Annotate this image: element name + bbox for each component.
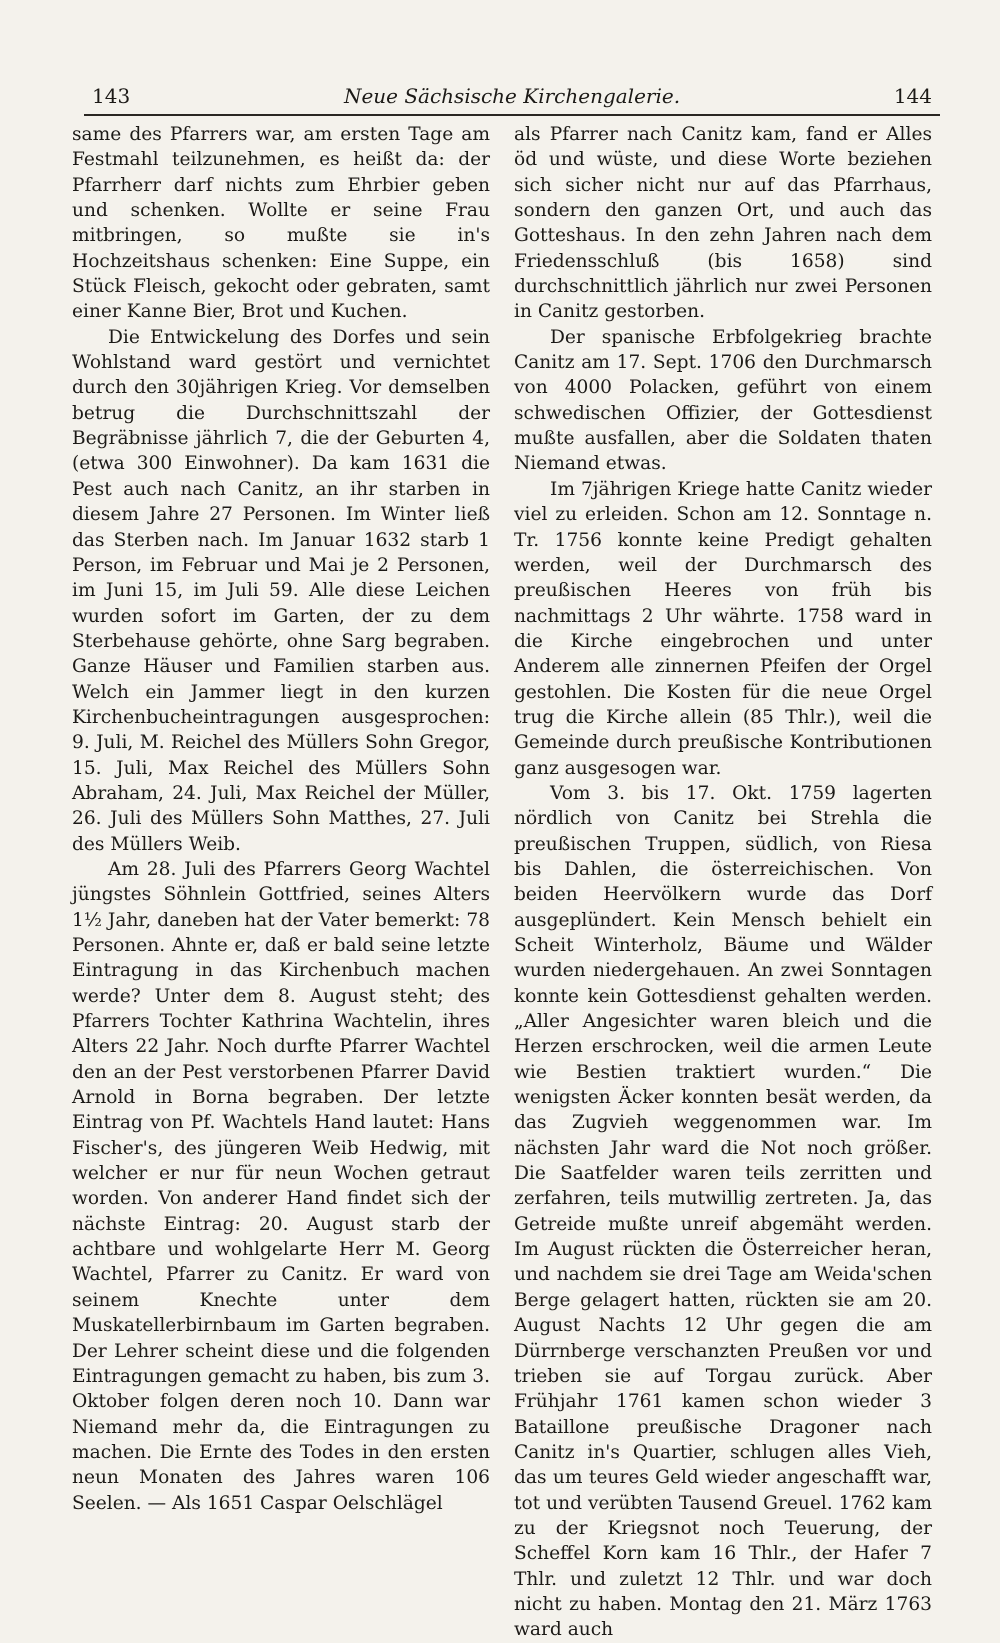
paragraph: Die Entwickelung des Dorfes und sein Wohlstand ward gestört und vernichtet durch den 30jährigen Krieg. Vor demselben betrug die Durchschnittszahl der Begräbnisse jährlich 7, die der Geburten 4, (etwa 300 Einwohner). Da kam 1631 die Pest auch nach Canitz, an ihr starben in diesem Jahre 27 Personen. Im Winter ließ das Sterben nach. Im Januar 1632 starb 1 Person, im Februar und Mai je 2 Personen, im Juni 15, im Juli 59. Alle diese Leichen wurden sofort im Garten, der zu dem Sterbehause gehörte, ohne Sarg begraben. Ganze Häuser und Familien starben aus. Welch ein Jammer liegt in den kurzen Kirchenbucheintragungen ausgesprochen: 9. Juli, M. Reichel des Müllers Sohn Gregor, 15. Juli, Max Reichel des Müllers Sohn Abraham, 24. Juli, Max Reichel der Müller, 26. Juli des Müllers Sohn Matthes, 27. Juli des Müllers Weib. (72, 326, 490, 855)
right-column (514, 122, 932, 1641)
running-title: Neue Sächsische Kirchengalerie. (343, 84, 681, 108)
header-rule (84, 114, 940, 116)
page-number-left: 143 (92, 84, 131, 108)
paragraph: Vom 3. bis 17. Okt. 1759 lagerten nördlich von Canitz bei Strehla die preußischen Truppen, südlich, von Riesa bis Dahlen, die österreichischen. Von beiden Heervölkern wurde das Dorf ausgeplündert. Kein Mensch behielt ein Scheit Winterholz, Bäume und Wälder wurden niedergehauen. An zwei Sonntagen konnte kein Gottesdienst gehalten werden. „Aller Angesichter waren bleich und die Herzen erschrocken, weil die armen Leute wie Bestien traktiert wurden.“ Die wenigsten Äcker konnten besät werden, da das Zugvieh weggenommen war. Im nächsten Jahr ward die Not noch größer. Die Saatfelder waren teils zerritten und zerfahren, teils mutwillig zertreten. Ja, das Getreide mußte unreif abgemäht werden. Im August rückten die Österreicher heran, und nachdem sie drei Tage am Weida'schen Berge gelagert hatten, rückten sie am 20. August Nachts 12 Uhr gegen die am Dürrnberge verschanzten Preußen vor und trieben sie auf Torgau zurück. Aber Frühjahr 1761 kamen schon wieder 3 Bataillone preußische Dragoner nach Canitz in's Quartier, schlugen alles Vieh, das um teures Geld wieder angeschafft war, tot und verübten Tausend Greuel. 1762 kam zu der Kriegsnot noch Teuerung, der Scheffel Korn kam 16 Thlr., der Hafer 7 Thlr. und zuletzt 12 Thlr. und war doch nicht zu haben. Montag den 21. März 1763 ward auch (514, 782, 932, 1641)
left-column (72, 122, 490, 1514)
paragraph: Am 28. Juli des Pfarrers Georg Wachtel jüngstes Söhnlein Gottfried, seines Alters 1½ Jahr, daneben hat der Vater bemerkt: 78 Personen. Ahnte er, daß er bald seine letzte Eintragung in das Kirchenbuch machen werde? Unter dem 8. August steht; des Pfarrers Tochter Kathrina Wachtelin, ihres Alters 22 Jahr. Noch durfte Pfarrer Wachtel den an der Pest verstorbenen Pfarrer David Arnold in Borna begraben. Der letzte Eintrag von Pf. Wachtels Hand lautet: Hans Fischer's, des jüngeren Weib Hedwig, mit welcher er nur für neun Wochen getraut worden. Von anderer Hand findet sich der nächste Eintrag: 20. August starb der achtbare und wohlgelarte Herr M. Georg Wachtel, Pfarrer zu Canitz. Er ward von seinem Knechte unter dem Muskatellerbirnbaum im Garten begraben. Der Lehrer scheint diese und die folgenden Eintragungen gemacht zu haben, bis zum 3. Oktober folgen deren noch 10. Dann war Niemand mehr da, die Eintragungen zu machen. Die Ernte des Todes in den ersten neun Monaten des Jahres waren 106 Seelen. — Als 1651 Caspar Oelschlägel (72, 858, 490, 1514)
paragraph: Der spanische Erbfolgekrieg brachte Canitz am 17. Sept. 1706 den Durchmarsch von 4000 Polacken, geführt von einem schwedischen Offizier, der Gottesdienst mußte ausfallen, aber die Soldaten thaten Niemand etwas. (514, 326, 932, 475)
paragraph: als Pfarrer nach Canitz kam, fand er Alles öd und wüste, und diese Worte beziehen sich sicher nicht nur auf das Pfarrhaus, sondern den ganzen Ort, und auch das Gotteshaus. In den zehn Jahren nach dem Friedensschluß (bis 1658) sind durchschnittlich jährlich nur zwei Personen in Canitz gestorben. (514, 124, 932, 323)
page-header (92, 84, 932, 112)
paragraph: same des Pfarrers war, am ersten Tage am Festmahl teilzunehmen, es heißt da: der Pfarrherr darf nichts zum Ehrbier geben und schenken. Wollte er seine Frau mitbringen, so mußte sie in's Hochzeitshaus schenken: Eine Suppe, ein Stück Fleisch, gekocht oder gebraten, samt einer Kanne Bier, Brot und Kuchen. (72, 124, 490, 323)
paragraph: Im 7jährigen Kriege hatte Canitz wieder viel zu erleiden. Schon am 12. Sonntage n. Tr. 1756 konnte keine Predigt gehalten werden, weil der Durchmarsch des preußischen Heeres von früh bis nachmittags 2 Uhr währte. 1758 ward in die Kirche eingebrochen und unter Anderem alle zinnernen Pfeifen der Orgel gestohlen. Die Kosten für die neue Orgel trug die Kirche allein (85 Thlr.), weil die Gemeinde durch preußische Kontributionen ganz ausgesogen war. (514, 478, 932, 779)
page-number-right: 144 (893, 84, 932, 108)
